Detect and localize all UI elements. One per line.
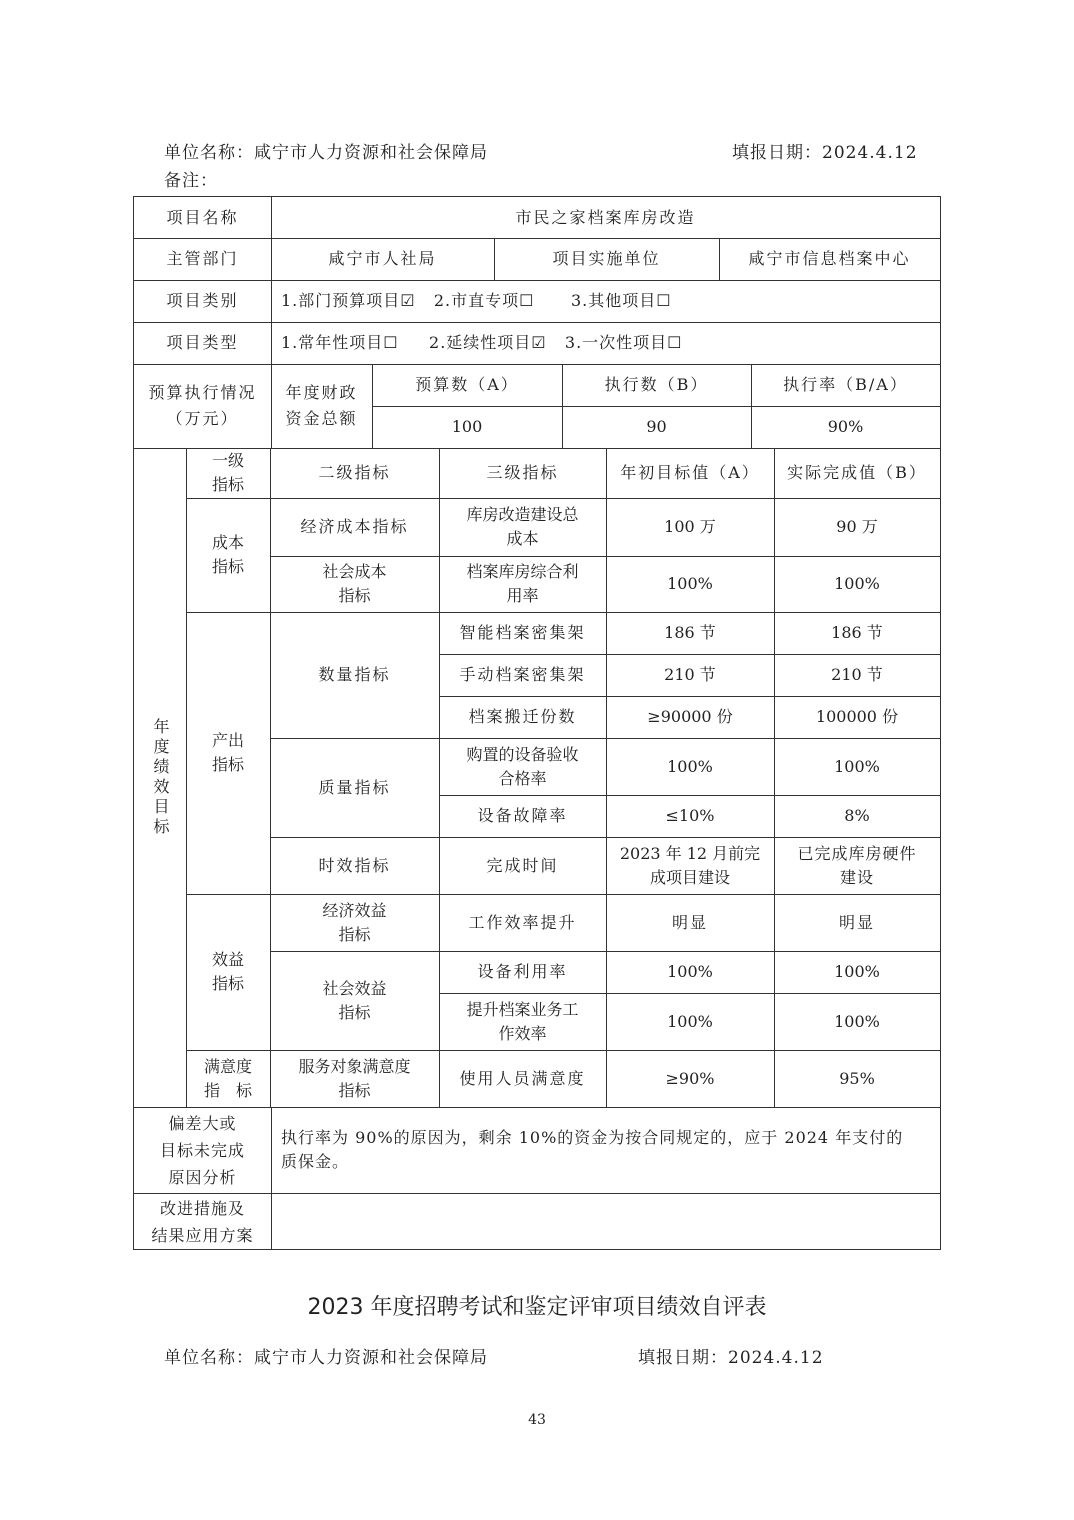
l3-line1: 购置的设备验收 xyxy=(466,744,579,764)
improve-line1: 改进措施及 xyxy=(159,1198,245,1218)
actual-value: 90 万 xyxy=(836,517,878,536)
section2-unit: 单位名称：咸宁市人力资源和社会保障局 xyxy=(164,1348,488,1368)
col-l1 xyxy=(186,448,270,498)
col-l3: 三级指标 xyxy=(486,463,559,482)
remark-label: 备注： xyxy=(164,171,218,191)
fund-label-line1: 年度财政 xyxy=(285,383,358,402)
section2-title: 2023 年度招聘考试和鉴定评审项目绩效自评表 xyxy=(307,1295,767,1320)
exec-b-label: 执行数（B） xyxy=(604,375,709,394)
category-options: 1.部门预算项目☑ 2.市直专项☐ 3.其他项目☐ xyxy=(281,291,672,310)
project-name: 市民之家档案库房改造 xyxy=(515,207,696,227)
target-value: ≥90000 份 xyxy=(647,707,733,726)
benefit-indicator xyxy=(186,894,270,1050)
l3-line2: 作效率 xyxy=(498,1023,547,1043)
output-indicator xyxy=(186,612,270,894)
col-l1-line1: 一级 xyxy=(211,451,244,470)
actual-value: 210 节 xyxy=(831,665,883,684)
social-benefit-line1: 社会效益 xyxy=(322,978,387,998)
target-line2: 成项目建设 xyxy=(649,867,730,887)
table-row-l3: 设备利用率 xyxy=(477,962,568,981)
econ-benefit-line1: 经济效益 xyxy=(322,900,387,920)
actual-value: 95% xyxy=(839,1068,875,1088)
social-cost-line1: 社会成本 xyxy=(322,562,387,581)
deviation-text-line1: 执行率为 90%的原因为，剩余 10%的资金为按合同规定的，应于 2024 年支付的 xyxy=(281,1128,904,1147)
quality-indicator: 质量指标 xyxy=(318,777,391,797)
page-number: 43 xyxy=(528,1412,546,1428)
target-value: 100% xyxy=(667,756,713,776)
cost-line1: 成本 xyxy=(211,533,244,552)
impl-label: 项目实施单位 xyxy=(552,249,661,268)
report-date: 填报日期：2024.4.12 xyxy=(732,143,918,163)
target-value: 100% xyxy=(667,962,713,981)
actual-line1: 已完成库房硬件 xyxy=(797,843,917,863)
table-row-l3: 工作效率提升 xyxy=(468,912,577,932)
deviation-text xyxy=(271,1107,940,1193)
annual-goal-label: 年度绩效目标 xyxy=(151,717,170,838)
econ-benefit-line2: 指标 xyxy=(338,924,371,944)
dept-label: 主管部门 xyxy=(166,249,239,268)
category-label: 项目类别 xyxy=(166,291,239,310)
budget-a: 100 xyxy=(451,417,483,436)
service-satis-line2: 指标 xyxy=(338,1080,371,1100)
table-row-l3: 完成时间 xyxy=(486,855,559,875)
deviation-line3: 原因分析 xyxy=(168,1167,237,1187)
deviation-line1: 偏差大或 xyxy=(168,1113,237,1133)
target-value: ≤10% xyxy=(665,806,715,825)
fund-label-line2: 资金总额 xyxy=(285,409,358,428)
rate: 90% xyxy=(827,417,864,436)
target-value: 100% xyxy=(667,574,713,593)
table-row-l3: 设备故障率 xyxy=(477,806,568,825)
cost-line2: 指标 xyxy=(211,557,244,576)
table-row-l3: 使用人员满意度 xyxy=(459,1068,586,1088)
exec-b: 90 xyxy=(646,417,667,436)
table-row-l3 xyxy=(439,556,606,612)
l3-line1: 提升档案业务工 xyxy=(466,999,579,1019)
section2-date: 填报日期：2024.4.12 xyxy=(638,1348,824,1368)
target-value: 明显 xyxy=(671,912,708,932)
actual-value: 100% xyxy=(834,574,880,593)
target-value xyxy=(606,837,774,894)
actual-value: 100% xyxy=(834,1011,880,1031)
actual-value: 100% xyxy=(834,962,880,981)
econ-benefit xyxy=(270,894,439,951)
deviation-line2: 目标未完成 xyxy=(159,1140,245,1160)
actual-line2: 建设 xyxy=(839,867,874,887)
target-value: 100 万 xyxy=(664,517,716,536)
social-benefit xyxy=(270,951,439,1050)
deviation-label xyxy=(134,1107,271,1193)
cost-indicator xyxy=(186,498,270,612)
col-target: 年初目标值（A） xyxy=(620,463,760,482)
l3-line1: 档案库房综合利 xyxy=(466,562,579,581)
l3-line2: 成本 xyxy=(506,529,539,548)
target-value: 100% xyxy=(667,1011,713,1031)
improve-text xyxy=(271,1193,940,1250)
l3-line1: 库房改造建设总 xyxy=(466,505,579,524)
actual-value: 100000 份 xyxy=(815,707,899,726)
l3-line2: 用率 xyxy=(506,586,539,605)
project-name-label: 项目名称 xyxy=(166,207,239,227)
target-value: 186 节 xyxy=(664,623,716,642)
service-satisfaction xyxy=(270,1050,439,1107)
table-row-l3: 手动档案密集架 xyxy=(459,665,586,684)
l3-line2: 合格率 xyxy=(498,768,547,788)
table-row-l3: 档案搬迁份数 xyxy=(468,707,577,726)
social-benefit-line2: 指标 xyxy=(338,1002,371,1022)
improve-line2: 结果应用方案 xyxy=(151,1225,254,1245)
satis-line2: 指 标 xyxy=(203,1080,252,1100)
performance-table xyxy=(133,196,941,1250)
output-line2: 指标 xyxy=(211,755,244,774)
table-row-l3 xyxy=(439,993,606,1050)
type-label: 项目类型 xyxy=(166,333,239,352)
col-l2: 二级指标 xyxy=(318,463,391,482)
dept-value: 咸宁市人社局 xyxy=(328,249,437,268)
target-value: 210 节 xyxy=(664,665,716,684)
target-value: ≥90% xyxy=(665,1068,715,1088)
rate-label: 执行率（B/A） xyxy=(783,375,908,394)
impl-unit: 咸宁市信息档案中心 xyxy=(748,249,911,268)
budget-a-label: 预算数（A） xyxy=(415,375,519,394)
social-cost xyxy=(270,556,439,612)
timeliness-indicator: 时效指标 xyxy=(318,855,391,875)
table-row-l3 xyxy=(439,498,606,556)
actual-value: 8% xyxy=(844,806,870,825)
satis-line1: 满意度 xyxy=(203,1056,252,1076)
table-row-l3 xyxy=(439,738,606,795)
improve-label xyxy=(134,1193,271,1250)
target-line1: 2023 年 12 月前完 xyxy=(619,843,761,863)
fund-label xyxy=(271,364,372,448)
benefit-line1: 效益 xyxy=(211,950,244,969)
output-line1: 产出 xyxy=(211,731,244,750)
quantity-indicator: 数量指标 xyxy=(318,665,391,684)
budget-label-line1: 预算执行情况 xyxy=(148,383,257,402)
satisfaction-indicator xyxy=(186,1050,270,1107)
actual-value: 明显 xyxy=(838,912,875,932)
budget-label xyxy=(134,364,271,448)
deviation-text-line2: 质保金。 xyxy=(281,1152,350,1171)
actual-value xyxy=(774,837,940,894)
econ-cost: 经济成本指标 xyxy=(300,517,409,536)
col-l1-line2: 指标 xyxy=(211,475,244,494)
social-cost-line2: 指标 xyxy=(338,586,371,605)
col-actual: 实际完成值（B） xyxy=(787,463,927,482)
service-satis-line1: 服务对象满意度 xyxy=(298,1056,411,1076)
actual-value: 186 节 xyxy=(831,623,883,642)
table-row-l3: 智能档案密集架 xyxy=(459,623,586,642)
unit-name: 单位名称：咸宁市人力资源和社会保障局 xyxy=(164,143,488,163)
budget-label-line2: （万元） xyxy=(166,409,239,428)
type-options: 1.常年性项目☐ 2.延续性项目☑ 3.一次性项目☐ xyxy=(281,333,683,352)
benefit-line2: 指标 xyxy=(211,974,244,993)
actual-value: 100% xyxy=(834,756,880,776)
